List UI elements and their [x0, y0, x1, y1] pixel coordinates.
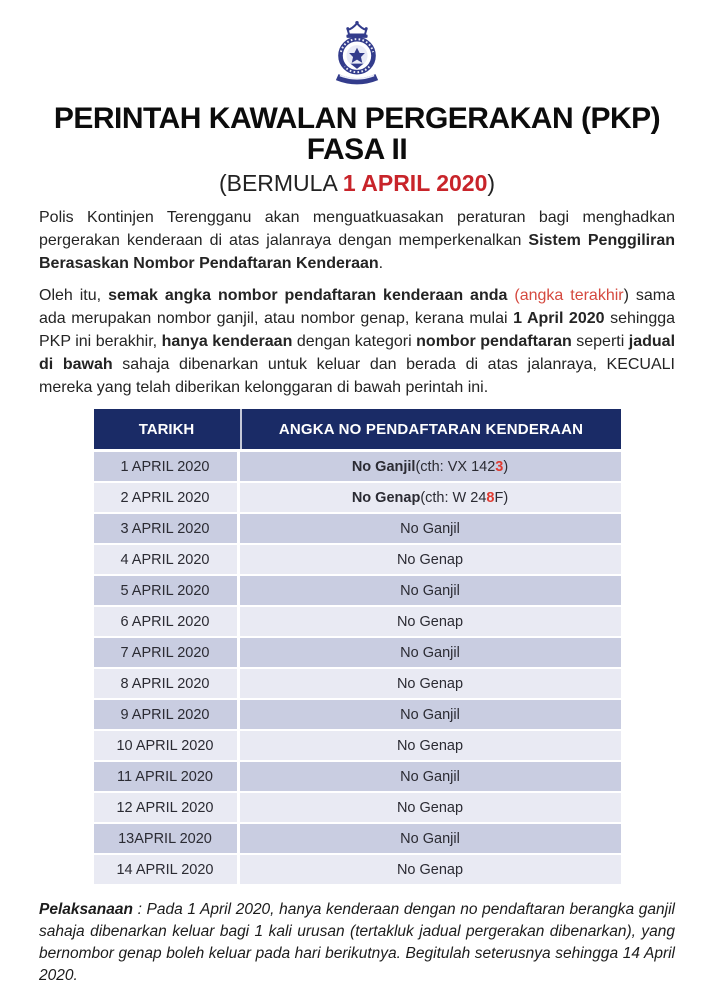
- text-segment: No Ganjil: [400, 644, 460, 661]
- text-segment: (cth: W 24: [420, 489, 487, 506]
- table-row: [94, 607, 621, 638]
- column-header-date: TARIKH: [94, 409, 242, 449]
- implementation-note: [39, 899, 675, 987]
- text-segment: 3: [495, 458, 504, 475]
- table-row: [94, 855, 621, 886]
- text-segment: semak angka nombor pendaftaran kenderaan anda: [108, 287, 508, 304]
- category-cell: [240, 669, 621, 698]
- text-segment: seperti: [571, 333, 629, 350]
- date-cell: 14 APRIL 2020: [94, 855, 240, 884]
- text-segment: No Genap: [396, 613, 464, 630]
- category-cell: [240, 855, 621, 884]
- table-row: [94, 545, 621, 576]
- category-cell: [240, 514, 621, 543]
- text-segment: ): [503, 458, 509, 475]
- text-segment: : Pada 1 April 2020, hanya kenderaan dengan no pendaftaran berangka ganjil sahaja dibenarkan keluar bagi 1 kali urusan (tertakluk jadual pergerakan dibenarkan), yang bernombor genap boleh keluar pada hari berikutnya. Begitulah seterusnya sehingga 14 April 2020.: [39, 901, 675, 984]
- text-segment: No Ganjil: [400, 706, 460, 723]
- category-cell: [240, 576, 621, 605]
- table-row: [94, 483, 621, 514]
- text-segment: No Genap: [396, 737, 464, 754]
- paragraph-intro: [39, 206, 675, 275]
- text-segment: (angka terakhir: [514, 287, 624, 304]
- text-segment: No Genap: [351, 489, 421, 506]
- date-cell: 3 APRIL 2020: [94, 514, 240, 543]
- date-cell: 4 APRIL 2020: [94, 545, 240, 574]
- text-segment: sahaja dibenarkan untuk keluar dan berada di atas jalanraya, KECUALI mereka yang telah diberikan kelonggaran di bawah perintah ini.: [39, 356, 676, 396]
- date-cell: 7 APRIL 2020: [94, 638, 240, 667]
- date-cell: 2 APRIL 2020: [94, 483, 240, 512]
- text-segment: No Genap: [396, 551, 464, 568]
- category-cell: [240, 638, 621, 667]
- table-row: [94, 669, 621, 700]
- category-cell: [240, 483, 621, 512]
- date-cell: 12 APRIL 2020: [94, 793, 240, 822]
- schedule-table: [94, 409, 621, 886]
- subtitle: [0, 170, 714, 196]
- page-title: [0, 103, 714, 165]
- table-row: [94, 731, 621, 762]
- table-header-row: [94, 409, 621, 452]
- table-row: [94, 700, 621, 731]
- category-cell: [240, 731, 621, 760]
- text-segment: nombor pendaftaran: [416, 333, 572, 350]
- title-line-2: FASA II: [306, 133, 408, 166]
- text-segment: No Genap: [396, 675, 464, 692]
- text-segment: jadual di bawah: [39, 333, 676, 373]
- date-cell: 1 APRIL 2020: [94, 452, 240, 481]
- date-cell: 13APRIL 2020: [94, 824, 240, 853]
- date-cell: 11 APRIL 2020: [94, 762, 240, 791]
- date-cell: 9 APRIL 2020: [94, 700, 240, 729]
- column-header-plate: ANGKA NO PENDAFTARAN KENDERAAN: [278, 420, 584, 438]
- table-row: [94, 762, 621, 793]
- text-segment: No Ganjil: [400, 830, 460, 847]
- text-segment: hanya kenderaan: [161, 333, 293, 350]
- schedule-table-body: [94, 452, 621, 886]
- table-row: [94, 793, 621, 824]
- date-cell: 5 APRIL 2020: [94, 576, 240, 605]
- table-row: [94, 824, 621, 855]
- text-segment: sehingga PKP ini berakhir,: [39, 310, 676, 350]
- category-cell: [240, 700, 621, 729]
- date-cell: 6 APRIL 2020: [94, 607, 240, 636]
- text-segment: Polis Kontinjen Terengganu akan menguatkuasakan peraturan bagi menghadkan pergerakan kenderaan di atas jalanraya dengan memperkenalkan: [39, 209, 675, 249]
- text-segment: ): [487, 170, 496, 196]
- crest-container: [0, 0, 714, 95]
- text-segment: No Genap: [396, 861, 464, 878]
- text-segment: ) sama ada merupakan nombor ganjil, atau nombor genap, kerana mulai: [39, 287, 676, 327]
- text-segment: 1 APRIL 2020: [342, 170, 488, 196]
- text-segment: No Ganjil: [400, 520, 460, 537]
- text-segment: F): [494, 489, 509, 506]
- text-segment: (cth: VX 142: [415, 458, 496, 475]
- category-cell: [240, 824, 621, 853]
- table-row: [94, 452, 621, 483]
- category-cell: [240, 452, 621, 481]
- text-segment: (BERMULA: [218, 170, 343, 196]
- text-segment: No Genap: [396, 799, 464, 816]
- category-cell: [240, 545, 621, 574]
- table-row: [94, 514, 621, 545]
- date-cell: 10 APRIL 2020: [94, 731, 240, 760]
- table-row: [94, 638, 621, 669]
- title-line-1: PERINTAH KAWALAN PERGERAKAN (PKP): [53, 102, 661, 135]
- text-segment: .: [378, 255, 384, 272]
- category-cell: [240, 762, 621, 791]
- text-segment: 8: [486, 489, 495, 506]
- category-cell: [240, 793, 621, 822]
- text-segment: 1 April 2020: [513, 310, 605, 327]
- text-segment: No Ganjil: [400, 768, 460, 785]
- date-cell: 8 APRIL 2020: [94, 669, 240, 698]
- paragraph-instruction: [39, 284, 675, 399]
- text-segment: dengan kategori: [292, 333, 417, 350]
- text-segment: No Ganjil: [351, 458, 416, 475]
- text-segment: No Ganjil: [400, 582, 460, 599]
- text-segment: Oleh itu,: [39, 287, 109, 304]
- category-cell: [240, 607, 621, 636]
- text-segment: Sistem Penggiliran Berasaskan Nombor Pendaftaran Kenderaan: [39, 232, 675, 272]
- table-row: [94, 576, 621, 607]
- text-segment: Pelaksanaan: [39, 901, 133, 918]
- police-crest-icon: [324, 20, 390, 95]
